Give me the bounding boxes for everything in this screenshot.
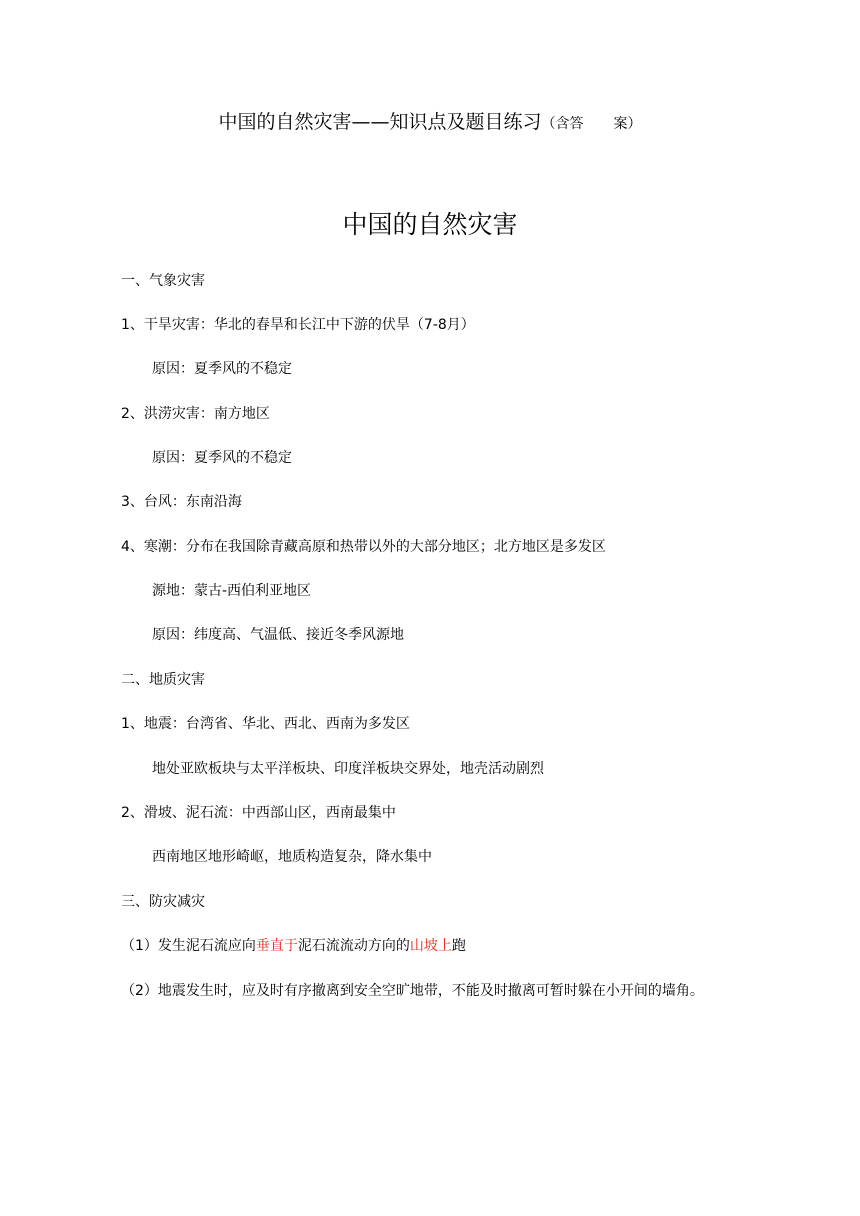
prevention-item-2: （2）地震发生时，应及时有序撤离到安全空旷地带，不能及时撤离可暂时躲在小开间的墙角。 — [121, 983, 704, 999]
drought-cause-line: 原因：夏季风的不稳定 — [152, 361, 292, 377]
flood-line: 2、洪涝灾害：南方地区 — [121, 406, 270, 422]
drought-line: 1、干旱灾害：华北的春旱和长江中下游的伏旱（7-8月） — [121, 317, 475, 333]
item1-part2: 泥石流流动方向的 — [297, 938, 410, 954]
section-heading: 中国的自然灾害 — [342, 210, 518, 239]
category-meteorological: 一、气象灾害 — [121, 273, 205, 289]
landslide-line: 2、滑坡、泥石流：中西部山区，西南最集中 — [121, 805, 396, 821]
earthquake-cause-line: 地处亚欧板块与太平洋板块、印度洋板块交界处，地壳活动剧烈 — [152, 761, 544, 777]
cold-wave-line: 4、寒潮：分布在我国除青藏高原和热带以外的大部分地区；北方地区是多发区 — [121, 539, 606, 555]
item1-highlight-2: 山坡上 — [409, 938, 452, 954]
prevention-item-1 — [121, 935, 466, 957]
title-suffix-b: 案） — [613, 116, 642, 132]
flood-cause-line: 原因：夏季风的不稳定 — [152, 450, 292, 466]
category-geological: 二、地质灾害 — [121, 672, 205, 688]
landslide-cause-line: 西南地区地形崎岖，地质构造复杂，降水集中 — [152, 849, 432, 865]
item1-part1: （1）发生泥石流应向 — [121, 938, 256, 954]
item1-highlight-1: 垂直于 — [255, 938, 298, 954]
typhoon-line: 3、台风：东南沿海 — [121, 494, 242, 510]
title-main: 中国的自然灾害——知识点及题目练习 — [218, 111, 542, 133]
earthquake-line: 1、地震：台湾省、华北、西北、西南为多发区 — [121, 716, 410, 732]
cold-wave-cause-line: 原因：纬度高、气温低、接近冬季风源地 — [152, 627, 404, 643]
category-prevention: 三、防灾减灾 — [121, 894, 205, 910]
title-suffix-a: （含答 — [541, 116, 584, 132]
document-title — [0, 108, 860, 138]
item1-part3: 跑 — [451, 938, 466, 954]
cold-wave-source-line: 源地：蒙古-西伯利亚地区 — [152, 583, 312, 599]
